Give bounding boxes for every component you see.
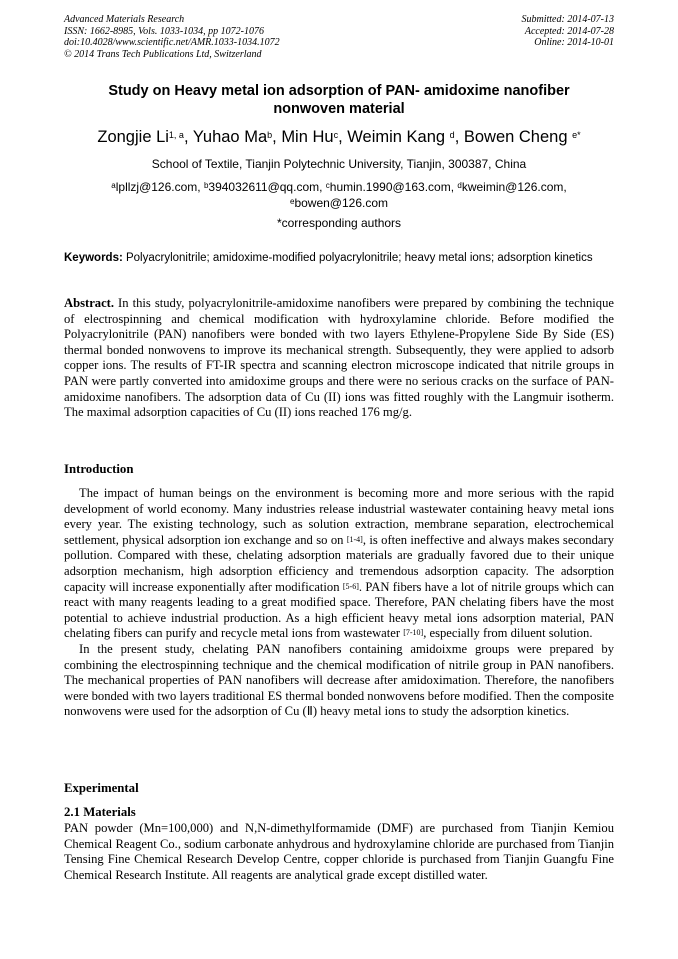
email-superscript: b [203,181,209,190]
journal-info [64,14,280,60]
author-separator: , [272,128,282,146]
doi-line: doi:10.4028/www.scientific.net/AMR.1033-1034.1072 [64,37,280,48]
email-address: bowen@126.com [294,196,389,210]
email-address: lpllzj@126.com, [115,180,204,194]
author-separator: , [183,128,193,146]
keywords-label: Keywords: [64,252,123,264]
author-superscript: c [333,130,339,140]
citation: [1-4] [346,534,363,544]
introduction-heading: Introduction [64,462,134,476]
author-separator: , [454,128,464,146]
email-address: humin.1990@163.com, [329,180,458,194]
title-line-2: nonwoven material [273,101,405,117]
author-superscript: b [267,130,273,140]
email-superscript: a [111,181,116,190]
materials-subheading: 2.1 Materials [64,805,136,819]
issn-line: ISSN: 1662-8985, Vols. 1033-1034, pp 1072-1076 [64,25,264,37]
abstract [64,296,614,421]
abstract-label: Abstract. [64,296,115,310]
abstract-text: In this study, polyacrylonitrile-amidoxime nanofibers were prepared by combining the technique of electrospinning and chemical modification with hydroxylamine chloride. Before modified the Polyacrylonitrile (PAN) nanofibers were bonded with two layers Ethylene-Propylene Side By Side (ES) thermal bonded nonwovens to improve its mechanical strength. Subsequently, they were applied to adsorb copper ions. The results of FT-IR spectra and scanning electron microscope indicated that nitrile groups in PAN were partly converted into amidoxime groups and there were no serious cracks on the surface of PAN-amidoxime nanofibers. The adsorption data of Cu (II) ions was fitted roughly with the Langmuir isotherm. The maximal adsorption capacities of Cu (II) ions reached 176 mg/g. [64,296,614,420]
citation: [5-6] [342,581,359,591]
author-separator: , [338,128,348,146]
affiliation: School of Textile, Tianjin Polytechnic University, Tianjin, 300387, China [151,157,527,171]
introduction-paragraph-1: The impact of human beings on the environment is becoming more and more serious with the rapid development of world economy. Many industries release industrial wastewater containing heavy metal ions every year. The existing technology, such as solution extraction, membrane separation, electrochemical settlement, physical adsorption ion exchange and so on [1-4], is often ineffective and always makes secondary pollution. Compared with these, chelating adsorption materials are gradually favored due to their unique adsorption mechanism, high adsorption efficiency and tremendous adsorption capacity. The adsorption capacity will increase exponentially after modification [5-6]. PAN fibers have a lot of nitrile groups which can react with many reagents leading to a great modified space. Therefore, PAN chelating fibers have the most potential to achieve industrial production. As a high efficient heavy metal ions adsorption material, PAN chelating fibers can purify and recycle metal ions from wastewater [7-10], especially from diluent solution. [64,486,615,641]
experimental-heading: Experimental [64,781,139,795]
introduction-paragraph-2: In the present study, chelating PAN nanofibers containing amidoixme groups were prepared by combining the electrospinning technique and the chemical modification of nitrile group in PAN nanofibers. The mechanical properties of PAN nanofibers will decrease after amidoximation. Therefore, the nanofibers were bonded with two layers traditional ES thermal bonded nonwovens before modified. Then the composite nonwovens were used for the adsorption of Cu (Ⅱ) heavy metal ions to study the adsorption kinetics. [64,641,614,719]
title-line-1: Study on Heavy metal ion adsorption of PAN- amidoxime nanofiber [108,83,570,99]
keywords [64,251,614,265]
author-list [64,127,614,147]
author-superscript: e* [572,130,581,140]
corresponding-note: *corresponding authors [276,216,402,230]
keywords-text: Polyacrylonitrile; amidoxime-modified polyacrylonitrile; heavy metal ions; adsorption kinetics [122,252,593,264]
paper-title [64,82,614,118]
author-superscript: 1, a [168,130,184,140]
publication-dates [522,14,615,49]
materials-body [64,821,614,883]
email-superscript: d [457,181,462,190]
journal-name: Advanced Materials Research [64,14,185,25]
materials-paragraph: PAN powder (Mn=100,000) and N,N-dimethylformamide (DMF) are purchased from Tianjin Kemiou Chemical Reagent Co., sodium carbonate anhydrous and hydroxylamine chloride are purchased from Tianjin Tensing Fine Chemical Research Develop Centre, copper chloride is purchased from Tianjin Guangfu Fine Chemical Research Institute. All reagents are analytical grade except distilled water. [64,821,614,882]
author-name: Min Hu [281,128,334,146]
email-address: 394032611@qq.com, [208,180,326,194]
author-emails [64,179,614,211]
copyright-line: © 2014 Trans Tech Publications Ltd, Switzerland [64,48,262,60]
email-superscript: e [289,197,295,206]
citation: [7-10] [403,628,424,638]
author-name: Bowen Cheng [463,128,573,146]
accepted-date: Accepted: 2014-07-28 [524,25,614,37]
email-superscript: c [325,181,330,190]
author-name: Weimin Kang [347,128,450,146]
introduction-body [64,486,614,720]
submitted-date: Submitted: 2014-07-13 [521,14,614,25]
author-superscript: d [449,130,455,140]
author-name: Zongjie Li [97,128,169,146]
author-name: Yuhao Ma [192,128,268,146]
online-date: Online: 2014-10-01 [534,37,614,48]
email-address: kweimin@126.com, [461,180,567,194]
